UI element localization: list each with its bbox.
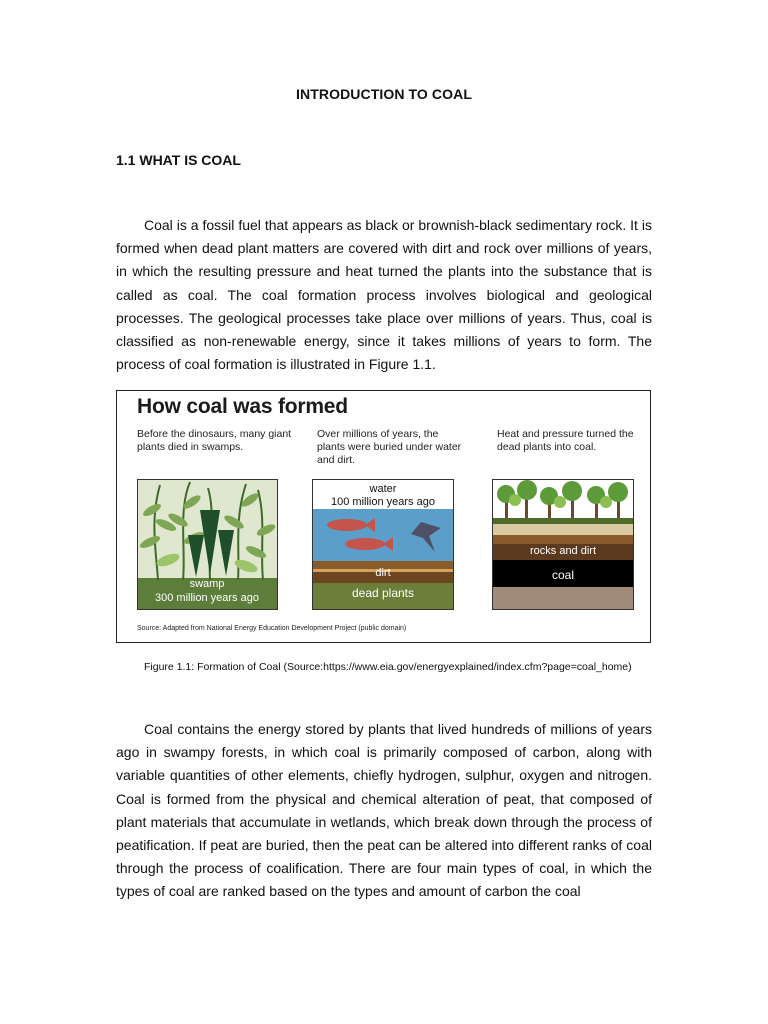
figure-caption: Figure 1.1: Formation of Coal (Source:https://www.eia.gov/energyexplained/index.cfm?page=coal_home): [144, 661, 632, 673]
water-label: water: [369, 483, 397, 495]
paragraph-energy: [116, 718, 652, 904]
figure-heading: How coal was formed: [137, 395, 348, 418]
paragraph-intro: [116, 214, 652, 376]
document-title: INTRODUCTION TO COAL: [296, 86, 472, 102]
dead-plants-label: dead plants: [351, 586, 415, 600]
swamp-label: swamp: [189, 578, 225, 590]
swamp-age-label: 300 million years ago: [155, 592, 259, 604]
figure-caption-step-1: Before the dinosaurs, many giant plants died in swamps.: [137, 428, 292, 453]
coal-label: coal: [551, 568, 575, 582]
paragraph-energy-text: Coal contains the energy stored by plants that lived hundreds of millions of years ago in swampy forests, in which coal is primarily composed of carbon, along with variable quantities of other elements, chiefly hydrogen, sulphur, oxygen and nitrogen. Coal is formed from the physical and chemical alteration of peat, that composed of plant materials that accumulate in wetlands, which break down through the process of peatification. If peat are buried, then the peat can be altered into different ranks of coal through the process of coalification. There are four main types of coal, in which the types of coal are ranked based on the types and amount of carbon the coal: [116, 721, 652, 900]
coal-illustration: [492, 479, 634, 610]
burial-age-label: 100 million years ago: [331, 496, 435, 508]
figure-source: Source: Adapted from National Energy Education Development Project (public domain): [137, 625, 407, 632]
figure-caption-step-3: Heat and pressure turned the dead plants into coal.: [497, 428, 634, 453]
section-heading: 1.1 WHAT IS COAL: [116, 152, 241, 168]
dirt-label: dirt: [375, 567, 391, 579]
paragraph-intro-text: Coal is a fossil fuel that appears as black or brownish-black sedimentary rock. It is formed when dead plant matters are covered with dirt and rock over millions of years, in which the resulting pressure and heat turned the plants into the substance that is called as coal. The coal formation process involves biological and geological processes. The geological processes take place over millions of years. Thus, coal is classified as non-renewable energy, since it takes millions of years to form. The process of coal formation is illustrated in Figure 1.1.: [116, 217, 652, 373]
burial-illustration: [312, 479, 454, 610]
swamp-illustration: [137, 479, 278, 610]
figure-caption-step-2: Over millions of years, the plants were buried under water and dirt.: [317, 428, 462, 466]
figure-coal-formation: [116, 390, 651, 643]
rocks-and-dirt-label: rocks and dirt: [529, 545, 597, 557]
